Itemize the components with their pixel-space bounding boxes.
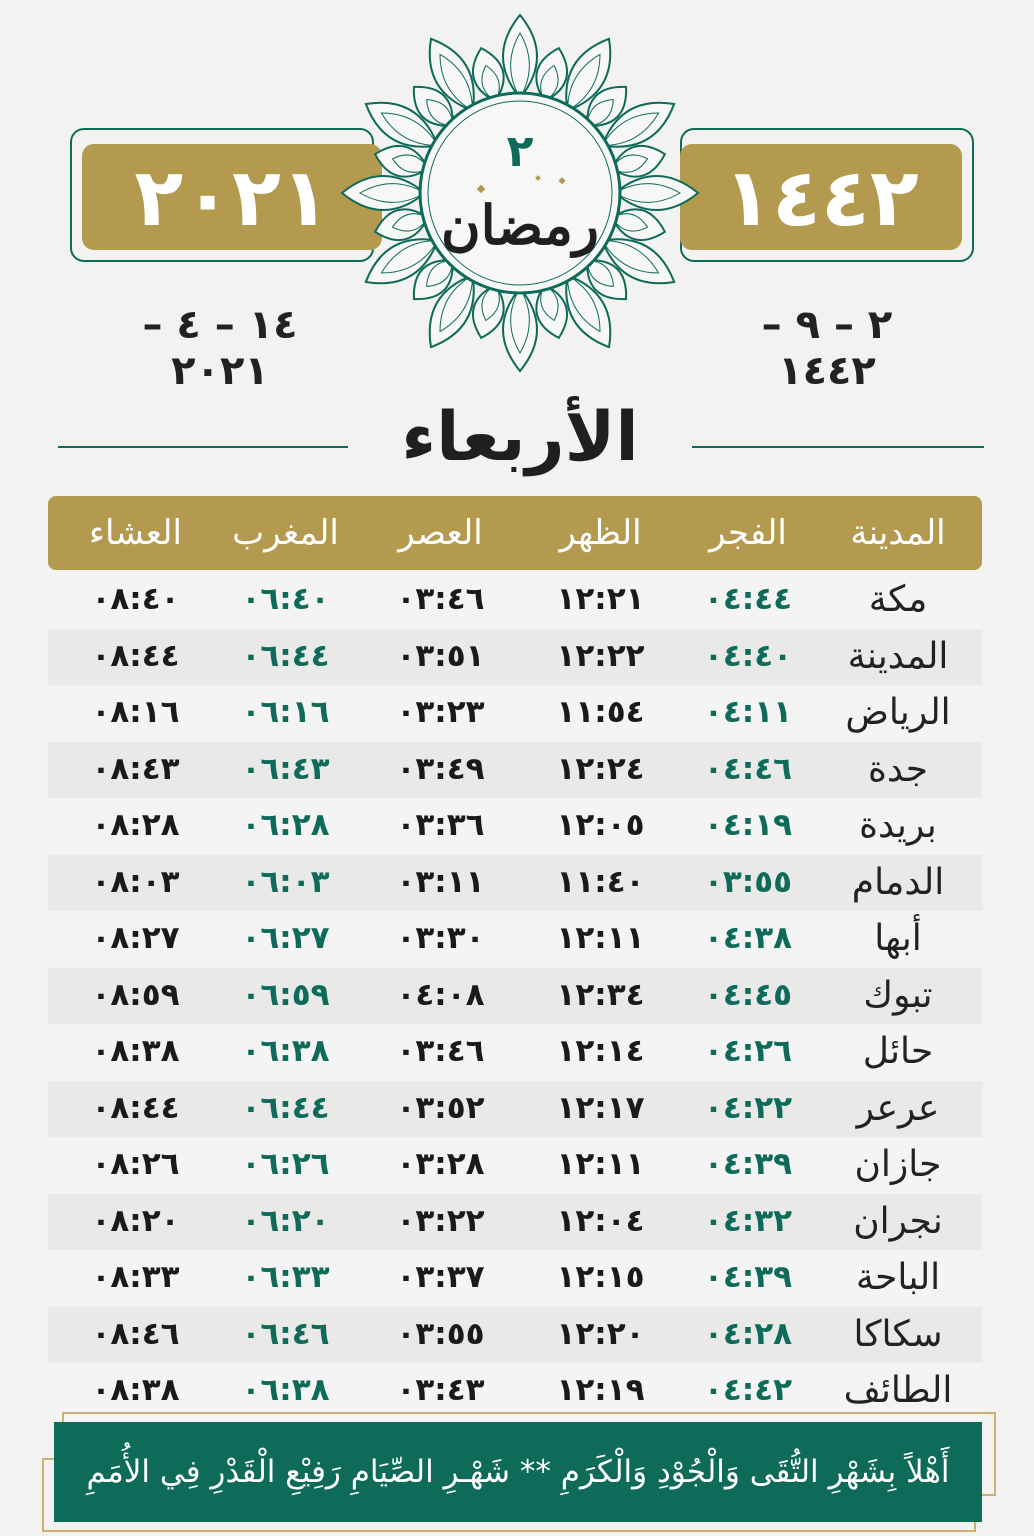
fajr-time: ٠٤:٣٨ xyxy=(703,920,793,956)
isha-time: ٠٨:٤٤ xyxy=(91,1089,180,1126)
asr-time: ٠٤:٠٨ xyxy=(396,976,485,1013)
table-row xyxy=(48,798,982,855)
gregorian-date: ١٤ – ٤ – ٢٠٢١ xyxy=(142,302,298,394)
dhuhr-time: ١٢:٢١ xyxy=(556,581,645,617)
city-name: جدة xyxy=(867,748,928,790)
maghrib-time: ٠٦:٢٠ xyxy=(241,1202,330,1239)
city-name: المدينة xyxy=(847,635,949,677)
table-row xyxy=(48,1081,982,1138)
dhuhr-time: ١٢:١٩ xyxy=(556,1372,645,1408)
ramadan-day-number: ٢ xyxy=(506,126,534,177)
table-row xyxy=(48,911,982,968)
isha-time: ٠٨:٢٦ xyxy=(91,1146,180,1182)
maghrib-time: ٠٦:٣٨ xyxy=(241,1372,330,1408)
dhuhr-time: ١٢:٢٢ xyxy=(556,637,645,674)
isha-time: ٠٨:٢٨ xyxy=(91,807,180,843)
table-row xyxy=(48,855,982,912)
fajr-time: ٠٤:٤٦ xyxy=(703,750,793,787)
fajr-time: ٠٤:٤٢ xyxy=(703,1372,793,1408)
ramadan-medallion xyxy=(330,8,710,388)
fajr-time: ٠٤:٣٩ xyxy=(703,1259,793,1295)
header-fajr: الفجر xyxy=(709,513,787,553)
city-name: عرعر xyxy=(856,1087,940,1129)
table-row xyxy=(48,968,982,1025)
dhuhr-time: ١١:٤٠ xyxy=(556,863,645,900)
maghrib-time: ٠٦:٥٩ xyxy=(241,976,330,1013)
dhuhr-time: ١٢:٠٤ xyxy=(556,1202,645,1239)
hijri-date: ٢ – ٩ – ١٤٤٢ xyxy=(761,302,893,394)
dhuhr-time: ١٢:١٤ xyxy=(556,1033,645,1069)
asr-time: ٠٣:٤٩ xyxy=(396,750,485,787)
maghrib-time: ٠٦:٤٤ xyxy=(241,1089,330,1126)
prayer-table-body xyxy=(48,572,982,1420)
asr-time: ٠٣:٥٥ xyxy=(396,1315,485,1352)
city-name: الباحة xyxy=(855,1257,941,1298)
fajr-time: ٠٤:٣٢ xyxy=(703,1202,793,1239)
dhuhr-time: ١٢:١٥ xyxy=(556,1259,645,1295)
divider-right xyxy=(692,446,984,448)
hijri-year: ١٤٤٢ xyxy=(723,150,919,244)
maghrib-time: ٠٦:٠٣ xyxy=(241,863,330,900)
isha-time: ٠٨:٠٣ xyxy=(91,863,180,900)
fajr-time: ٠٤:٢٨ xyxy=(703,1315,793,1352)
table-row xyxy=(48,1250,982,1307)
asr-time: ٠٣:٤٣ xyxy=(396,1372,485,1408)
isha-time: ٠٨:٥٩ xyxy=(91,976,180,1013)
asr-time: ٠٣:٢٨ xyxy=(396,1146,485,1182)
footer-verse xyxy=(54,1422,982,1522)
isha-time: ٠٨:٢٧ xyxy=(91,920,180,956)
city-name: حائل xyxy=(862,1031,934,1072)
asr-time: ٠٣:٢٣ xyxy=(396,694,485,730)
city-name: نجران xyxy=(853,1200,943,1242)
header-isha: العشاء xyxy=(89,513,182,553)
fajr-time: ٠٤:٣٩ xyxy=(703,1146,793,1182)
floral-ornament-icon xyxy=(330,8,710,388)
hijri-year-banner xyxy=(680,144,962,250)
maghrib-time: ٠٦:٤٦ xyxy=(241,1315,330,1352)
table-row xyxy=(48,1024,982,1081)
isha-time: ٠٨:٤٠ xyxy=(91,581,180,617)
fajr-time: ٠٤:٢٢ xyxy=(703,1089,793,1126)
dhuhr-time: ١٢:٢٠ xyxy=(556,1315,645,1352)
table-row xyxy=(48,685,982,742)
fajr-time: ٠٤:١١ xyxy=(703,694,793,730)
isha-time: ٠٨:٣٨ xyxy=(91,1033,180,1069)
fajr-time: ٠٤:٤٥ xyxy=(703,976,793,1013)
header-dhuhr: الظهر xyxy=(559,513,642,553)
isha-time: ٠٨:١٦ xyxy=(91,694,180,730)
city-name: الرياض xyxy=(845,692,951,733)
table-row xyxy=(48,1137,982,1194)
city-name: سكاكا xyxy=(853,1313,943,1355)
header-maghrib: المغرب xyxy=(232,513,339,553)
isha-time: ٠٨:٤٦ xyxy=(91,1315,180,1352)
maghrib-time: ٠٦:٢٦ xyxy=(241,1146,330,1182)
isha-time: ٠٨:٤٤ xyxy=(91,637,180,674)
dhuhr-time: ١٢:١١ xyxy=(556,1146,645,1182)
asr-time: ٠٣:٢٢ xyxy=(396,1202,485,1239)
dhuhr-time: ١٢:١١ xyxy=(556,920,645,956)
maghrib-time: ٠٦:٤٣ xyxy=(241,750,330,787)
asr-time: ٠٣:٤٦ xyxy=(396,581,485,617)
maghrib-time: ٠٦:٤٤ xyxy=(241,637,330,674)
fajr-time: ٠٣:٥٥ xyxy=(703,863,793,900)
table-row xyxy=(48,1307,982,1364)
header-asr: العصر xyxy=(398,513,483,553)
asr-time: ٠٣:٣٦ xyxy=(396,807,485,843)
isha-time: ٠٨:٣٨ xyxy=(91,1372,180,1408)
fajr-time: ٠٤:٤٠ xyxy=(703,637,793,674)
dhuhr-time: ١٢:٣٤ xyxy=(556,976,645,1013)
isha-time: ٠٨:٣٣ xyxy=(91,1259,180,1295)
gregorian-year: ٢٠٢١ xyxy=(134,150,330,244)
maghrib-time: ٠٦:٢٧ xyxy=(241,920,330,956)
maghrib-time: ٠٦:١٦ xyxy=(241,694,330,730)
city-name: جازان xyxy=(854,1144,942,1185)
asr-time: ٠٣:١١ xyxy=(396,863,485,900)
city-name: بريدة xyxy=(859,805,937,846)
asr-time: ٠٣:٤٦ xyxy=(396,1033,485,1069)
maghrib-time: ٠٦:٣٣ xyxy=(241,1259,330,1295)
asr-time: ٠٣:٥٢ xyxy=(396,1089,485,1126)
city-name: الدمام xyxy=(851,861,945,903)
maghrib-time: ٠٦:٣٨ xyxy=(241,1033,330,1069)
dhuhr-time: ١٢:١٧ xyxy=(556,1089,645,1126)
table-row xyxy=(48,742,982,799)
maghrib-time: ٠٦:٢٨ xyxy=(241,807,330,843)
isha-time: ٠٨:٤٣ xyxy=(91,750,180,787)
dhuhr-time: ١٢:٢٤ xyxy=(556,750,645,787)
isha-time: ٠٨:٢٠ xyxy=(91,1202,180,1239)
header-city: المدينة xyxy=(850,513,946,553)
asr-time: ٠٣:٣٧ xyxy=(396,1259,485,1295)
table-row xyxy=(48,572,982,629)
fajr-time: ٠٤:١٩ xyxy=(703,807,793,843)
asr-time: ٠٣:٥١ xyxy=(396,637,485,674)
fajr-time: ٠٤:٢٦ xyxy=(703,1033,793,1069)
city-name: الطائف xyxy=(843,1370,953,1411)
city-name: أبها xyxy=(874,918,922,959)
table-row xyxy=(48,629,982,686)
footer-text: أَهْلاً بِشَهْرِ التُّقَى وَالْجُوْدِ وَالْكَرَمِ ** شَهْـرِ الصِّيَامِ رَفِيْعِ الْقَدْرِ فِي الأُمَمِ xyxy=(86,1454,950,1490)
dhuhr-time: ١٢:٠٥ xyxy=(556,807,645,843)
city-name: مكة xyxy=(868,579,928,620)
asr-time: ٠٣:٣٠ xyxy=(396,920,485,956)
maghrib-time: ٠٦:٤٠ xyxy=(241,581,330,617)
prayer-table-header xyxy=(48,496,982,570)
day-name: الأربعاء xyxy=(401,398,639,477)
divider-left xyxy=(58,446,348,448)
dhuhr-time: ١١:٥٤ xyxy=(556,694,645,730)
city-name: تبوك xyxy=(863,974,933,1016)
fajr-time: ٠٤:٤٤ xyxy=(703,581,793,617)
table-row xyxy=(48,1194,982,1251)
month-name: رمضان xyxy=(441,193,599,257)
